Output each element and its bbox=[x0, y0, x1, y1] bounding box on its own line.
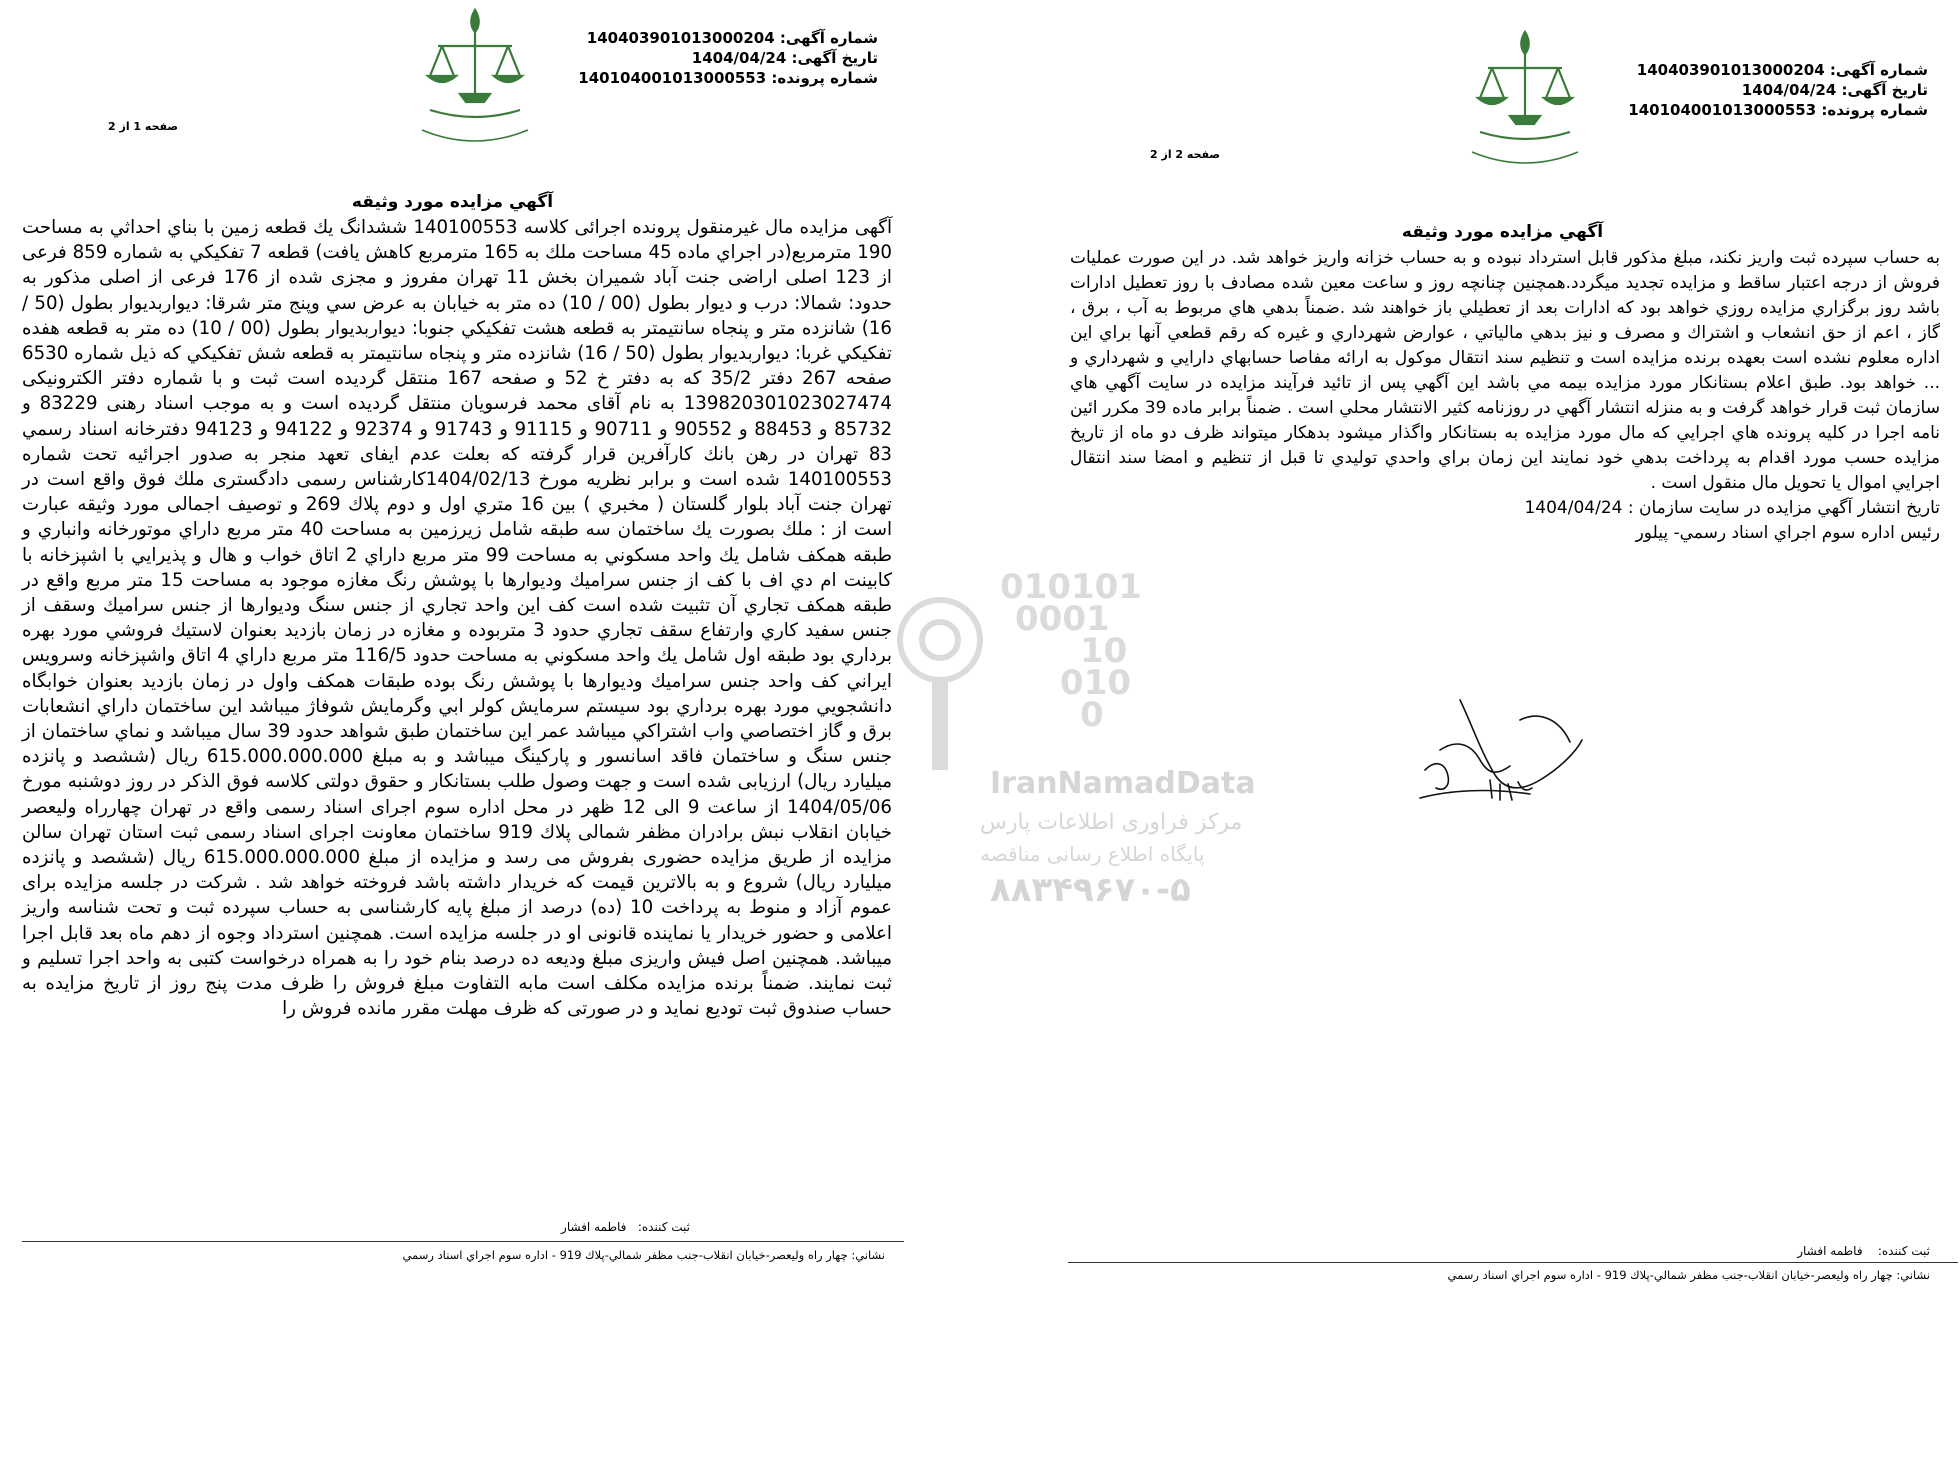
footer-address: نشاني: چهار راه وليعصر-خيابان انقلاب-جنب مظفر شمالي-پلاك 919 - اداره سوم اجراي اسناد رسمي bbox=[402, 1248, 885, 1262]
watermark-binary-4: 010 bbox=[1060, 663, 1131, 703]
ad-number-label: شماره آگهی: bbox=[779, 29, 878, 47]
case-number: 140104001013000553 bbox=[578, 69, 767, 87]
registrar-name: فاطمه افشار bbox=[1797, 1244, 1863, 1258]
notice-page-2 bbox=[1050, 0, 1955, 1471]
case-number-label: شماره پرونده: bbox=[771, 69, 878, 87]
notice-meta bbox=[1628, 60, 1928, 120]
notice-body bbox=[1070, 246, 1940, 546]
office-head-line: رئيس اداره سوم اجراي اسناد رسمي- پيلور bbox=[1635, 523, 1940, 543]
notice-body bbox=[22, 215, 892, 1210]
watermark-brand: IranNamadData bbox=[990, 766, 1256, 801]
notice-title: آگهي مزايده مورد وثيقه bbox=[1401, 222, 1604, 242]
watermark-line1: مرکز فراوری اطلاعات پارس bbox=[980, 810, 1243, 835]
watermark-binary-2: 0001 bbox=[1015, 599, 1110, 639]
notice-body-paragraph: آگهی مزايده مال غيرمنقول پرونده اجرائی كلاسه 140100553 ششدانگ يك قطعه زمين با بناي احداثي به مساحت 190 مترمربع(در اجراي ماده 45 مساحت ملك به 165 مترمربع كاهش يافت) قطعه 7 تفكيكي به شماره 859 فرعی از 123 اصلی اراضی جنت آباد شميران بخش 11 تهران مفروز و مجزی شده از 176 فرعی از اصلی مذكور به حدود: شمالا: درب و ديوار بطول (00 / 10) ده متر به خيابان به عرض سي وپنج متر شرقا: ديواربديوار بطول (50 / 16) شانزده متر و پنجاه سانتيمتر به قطعه هشت تفكيكي جنوبا: ديواربديوار بطول (00 / 10) ده متر به قطعه هفده تفكيكي غربا: ديواربديوار بطول (50 / 16) شانزده متر و پنجاه سانتيمتر به قطعه شش تفكيكي كه ذيل شماره 6530 صفحه 267 دفتر 35/2 كه به دفتر خ 52 و صفحه 167 منتقل گرديده است ثبت و با شماره دفتر الكترونيكی 139820301023027474 به نام آقای محمد فرسويان منتقل گرديده است و به موجب اسناد رهنی 83229 و 85732 و 88453 و 90552 و 90711 و 91115 و 91743 و 92374 و 94122 و 94123 دفترخانه اسناد رسمي 83 تهران در رهن بانك كارآفرين قرار گرفته كه بعلت عدم ايفاى تعهد منجر به صدور اجرائيه تحت شماره 140100553 شده است و برابر نظريه مورخ 1404/02/13كارشناس رسمی دادگستری ملك فوق واقع است در تهران جنت آباد بلوار گلستان ( مخبري ) بين 16 متري اول و دوم پلاك 269 و توصيف اجمالی مورد وثيقه عبارت است از : ملك بصورت يك ساختمان سه طبقه شامل زيرزمين به مساحت 40 متر مربع داراي موتورخانه وانباري و طبقه همكف شامل يك واحد مسكوني به مساحت 99 متر مربع داراي 2 اتاق خواب و هال و پذيرايي با اشپزخانه با كابينت ام دي اف با كف از جنس سراميك وديوارها با پوشش رنگ مغازه موجود به مساحت 15 متر مربع واقع در طبقه همكف تجاري آن تثبيت شده است كف اين واحد تجاري از جنس سنگ وديوارها از جنس سراميك وسقف از جنس سفيد كاري وارتفاع سقف تجاري حدود 3 متربوده و مغازه در زمان بازديد بعنوان لاستيك فروشي مورد بهره برداري بود طبقه اول شامل يك واحد مسكوني به مساحت حدود 116/5 متر مربع داراي 4 اتاق واشپزخانه وسرويس ايراني كف واحد جنس سراميك وديوارها با پوشش رنگ بوده طبقات همكف واول در زمان بازديد بعنوان خوابگاه دانشجويي مورد بهره برداري بود سيستم سرمايش كولر ابي وگرمايش شوفاژ ميباشد اين ساختمان داراي انشعابات برق و گاز اختصاصي واب اشتراكي ميباشد عمر اين ساختمان طبق شواهد حدود 39 سال ميباشد و نماي ساختمان از جنس سنگ و ساختمان فاقد اسانسور و پاركينگ ميباشد و به مبلغ 615.000.000.000 ريال (ششصد و پانزده ميليارد ريال) ارزيابی شده است و جهت وصول طلب بستانكار و حقوق دولتی كلاسه فوق الذكر در روز دوشنبه مورخ 1404/05/06 از ساعت 9 الی 12 ظهر در محل اداره سوم اجرای اسناد رسمی واقع در تهران چهارراه وليعصر خيابان انقلاب نبش برادران مظفر شمالی پلاك 919 ساختمان معاونت اجرای اسناد رسمی ثبت استان تهران سالن مزايده از طريق مزايده حضوری بفروش می رسد و مزايده از مبلغ 615.000.000.000 ريال (ششصد و پانزده ميليارد ريال) شروع و به بالاترين قيمت كه خريدار داشته باشد فروخته خواهد شد . شركت در جلسه مزايده برای عموم آزاد و منوط به پرداخت 10 (ده) درصد از مبلغ پايه كارشناسی به حساب سپرده ثبت و تحت شناسه واريز اعلامی و حضور خريدار يا نماينده قانونی او در جلسه مزايده است. همچنين استرداد وجوه از دهم ماه بعد قابل اجرا ميباشد. همچنين اصل فيش واريزی مبلغ وديعه ده درصد بنام خود را به همراه درخواست كتبی به واحد اجرا تسليم و ثبت نمايند. ضمناً برنده مزايده مكلف است مابه التفاوت مبلغ فروش را ظرف مدت پنج روز از تاريخ مزايده به حساب صندوق ثبت توديع نمايد و در صورتی كه ظرف مهلت مقرر مانده فروش را bbox=[22, 217, 893, 1020]
watermark-line2: پایگاه اطلاع رسانی مناقصه bbox=[980, 842, 1205, 866]
watermark-phone: ۸۸۳۴۹۶۷۰-۵ bbox=[990, 870, 1191, 910]
watermark-binary-3: 10 bbox=[1080, 631, 1128, 671]
notice-page-1 bbox=[0, 0, 905, 1471]
footer-divider bbox=[1068, 1262, 1958, 1263]
ad-date: 1404/04/24 bbox=[1741, 81, 1837, 99]
ad-number-label: شماره آگهی: bbox=[1829, 61, 1928, 79]
publication-date-line: تاريخ انتشار آگهي مزايده در سايت سازمان : 1404/04/24 bbox=[1524, 498, 1940, 518]
footer-address: نشاني: چهار راه وليعصر-خيابان انقلاب-جنب مظفر شمالي-پلاك 919 - اداره سوم اجراي اسناد رسمي bbox=[1447, 1268, 1930, 1282]
notice-title: آگهي مزايده مورد وثيقه bbox=[351, 192, 554, 212]
registrar-label: ثبت كننده: bbox=[637, 1220, 690, 1234]
footer-divider bbox=[22, 1241, 904, 1242]
page-indicator: صفحه 1 از 2 bbox=[108, 120, 179, 133]
ad-number: 140403901013000204 bbox=[1636, 61, 1825, 79]
ad-date-label: تاریخ آگهی: bbox=[791, 49, 878, 67]
page-indicator: صفحه 2 از 2 bbox=[1150, 148, 1221, 161]
notice-meta bbox=[578, 28, 878, 88]
judiciary-emblem-icon bbox=[400, 2, 550, 152]
case-number-label: شماره پرونده: bbox=[1821, 101, 1928, 119]
registrar-name: فاطمه افشار bbox=[561, 1220, 627, 1234]
watermark-binary-1: 010101 bbox=[1000, 567, 1142, 607]
watermark-binary-5: 0 bbox=[1080, 695, 1104, 735]
registrar bbox=[561, 1220, 690, 1234]
registrar bbox=[1797, 1244, 1930, 1258]
ad-date-label: تاریخ آگهی: bbox=[1841, 81, 1928, 99]
ad-date: 1404/04/24 bbox=[691, 49, 787, 67]
notice-body-paragraph: به حساب سپرده ثبت واريز نكند، مبلغ مذكور قابل استرداد نبوده و به حساب خزانه واريز خواهد شد. در اين صورت عمليات فروش از درجه اعتبار ساقط و مزايده تجديد ميگردد.همچنين چنانچه روز و ساعت معين شده مصادف با روز تعطيل ادارات باشد روز برگزاري مزايده روزي خواهد بود كه ادارات بعد از تعطيلي باز خواهند شد .ضمناً بدهي هاي مربوط به آب ، برق ، گاز ، اعم از حق انشعاب و اشتراك و مصرف و نيز بدهي مالياتي ، عوارض شهرداري و غيره كه رقم قطعي آنها براي اين اداره معلوم نشده است بعهده برنده مزايده است و تنظيم سند انتقال موكول به ارائه مفاصا حسابهاي دارايي و شهرداري و ... خواهد بود. طبق اعلام بستانكار مورد مزايده بيمه مي باشد اين آگهي پس از تائيد فرآيند مزايده در سايت آگهي هاي سازمان ثبت قرار خواهد گرفت و به منزله انتشار آگهي در روزنامه كثير الانتشار محلي است . ضمناً برابر ماده 39 مكرر ائين نامه اجرا در كليه پرونده هاي اجرايي كه مال مورد مزايده به بستانكار واگذار ميشود بدهكار ميتواند ظرف دو ماه از تاريخ مزايده حسب مورد اقدام به پرداخت بدهي خود نمايند اين زمان براي واحدي توليدي تا قبل از تنظيم و امضا سند انتقال اجرايي اموال يا تحويل مال منقول است . bbox=[1070, 248, 1940, 493]
judiciary-emblem-icon bbox=[1450, 24, 1600, 174]
registrar-label: ثبت كننده: bbox=[1877, 1244, 1930, 1258]
signature-icon bbox=[1400, 680, 1590, 810]
case-number: 140104001013000553 bbox=[1628, 101, 1817, 119]
ad-number: 140403901013000204 bbox=[586, 29, 775, 47]
